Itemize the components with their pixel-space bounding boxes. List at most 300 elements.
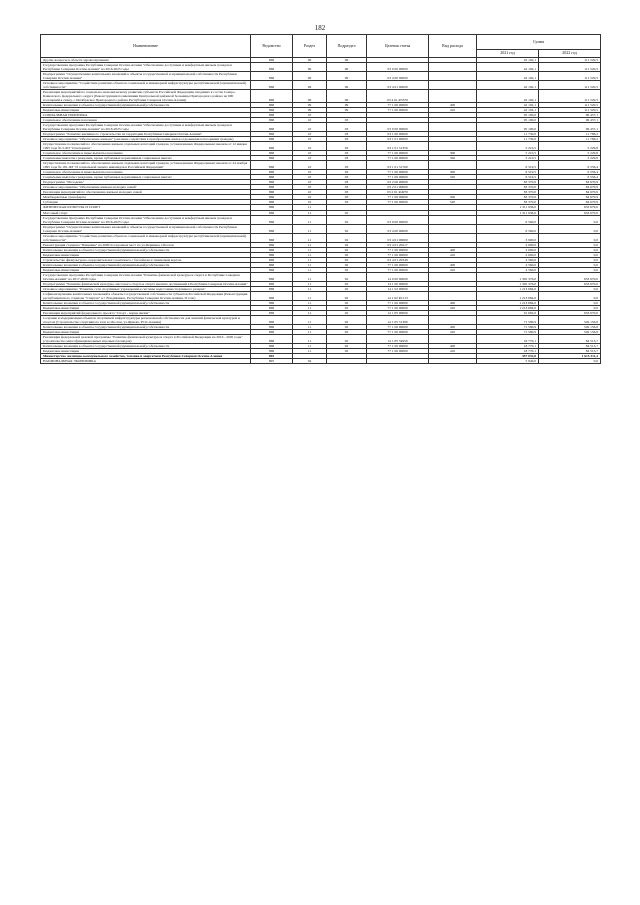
cell-name: Бюджетные инвестиции — [41, 329, 251, 334]
cell-razdel: 10 — [293, 151, 327, 156]
cell-target-article: 77 1 06 00000 — [367, 103, 429, 108]
cell-sum-2021: 71 580,9 — [477, 324, 539, 329]
cell-expense-type: 520 — [429, 200, 477, 205]
cell-vedomstvo: 868 — [251, 257, 293, 262]
cell-vedomstvo: 868 — [251, 315, 293, 324]
cell-target-article: 77 1 06 00000 — [367, 252, 429, 257]
cell-name: Социальное обеспечение и иные выплаты населению — [41, 170, 251, 175]
cell-target-article: 03 0 00 00000 — [367, 215, 429, 224]
cell-target-article: 03 2 00 00000 — [367, 180, 429, 185]
cell-target-article: 77 1 06 00000 — [367, 329, 429, 334]
cell-razdel: 09 — [293, 72, 327, 81]
cell-expense-type — [429, 63, 477, 72]
cell-razdel: 10 — [293, 137, 327, 142]
cell-sum-2021: 83 370,0 — [477, 195, 539, 200]
cell-razdel: 11 — [293, 281, 327, 286]
cell-name: Бюджетные инвестиции — [41, 108, 251, 113]
cell-sum-2021: 11 730,0 — [477, 137, 539, 142]
cell-name: Основное мероприятие "Развитие сети спортивных учреждений и системы подготовки спортивного резерва" — [41, 286, 251, 291]
cell-name: Капитальные вложения в объекты государственной (муниципальной) собственности — [41, 343, 251, 348]
cell-name: Софинансирование капитальных вложений в объекты государственной собственности субъектов Российской Федерации (Реконструкция республиканского стадиона "Спартак" в г. Владикавказ, Республика Северная Осетия-Алания, II этап) — [41, 291, 251, 300]
cell-sum-2022: 84 670,9 — [539, 195, 601, 200]
cell-name: Основное мероприятие "Содействие развитию объектов социальной и инженерной инфраструктуры республиканской (муниципальной) собственности" — [41, 233, 251, 242]
table-row — [41, 233, 601, 242]
cell-sum-2021: 2 000,0 — [477, 252, 539, 257]
cell-name: Реализация мероприятий федерального проекта "Спорт - норма жизни" — [41, 310, 251, 315]
cell-sum-2022: 633 679,0 — [539, 281, 601, 286]
cell-razdel: 11 — [293, 272, 327, 281]
cell-expense-type: 400 — [429, 247, 477, 252]
cell-sum-2021: 1 311 936,0 — [477, 205, 539, 210]
cell-podrazdel: 02 — [327, 305, 367, 310]
cell-sum-2022: 6 556,4 — [539, 170, 601, 175]
cell-sum-2022: 84 513,7 — [539, 334, 601, 343]
cell-podrazdel: 02 — [327, 247, 367, 252]
cell-razdel: 11 — [293, 262, 327, 267]
cell-sum-2022: 633 679,0 — [539, 210, 601, 215]
cell-sum-2022: 0,0 — [539, 358, 601, 363]
cell-name: Капитальные вложения в объекты государственной (муниципальной) собственности — [41, 247, 251, 252]
cell-sum-2022: 6 556,4 — [539, 161, 601, 170]
cell-name: Подпрограмма "Развитие физической культуры, массового спорта и спорта высших достижений в Республике Северная Осетия-Алания" — [41, 281, 251, 286]
cell-razdel: 11 — [293, 233, 327, 242]
table-row — [41, 123, 601, 132]
cell-target-article: 14 1 P5 00000 — [367, 310, 429, 315]
cell-sum-2022: 633 679,0 — [539, 310, 601, 315]
header-expense-type: Вид расхода — [429, 35, 477, 58]
cell-razdel: 09 — [293, 81, 327, 90]
cell-podrazdel: 02 — [327, 252, 367, 257]
cell-sum-2021: 18 770,1 — [477, 348, 539, 353]
cell-razdel: 11 — [293, 252, 327, 257]
cell-vedomstvo: 868 — [251, 300, 293, 305]
cell-name: Создание и модернизация объектов спортивной инфраструктуры региональной собственности для занятий физической культурой и спортом (Строительство спортивного зала в г.Беслан, ул.Фриева, РСО-Алания) — [41, 315, 251, 324]
cell-sum-2022: 96 457,1 — [539, 118, 601, 123]
cell-vedomstvo: 868 — [251, 262, 293, 267]
cell-vedomstvo: 868 — [251, 103, 293, 108]
cell-vedomstvo: 868 — [251, 348, 293, 353]
cell-target-article: 03 4 01 00000 — [367, 233, 429, 242]
cell-expense-type — [429, 123, 477, 132]
cell-podrazdel: 03 — [327, 137, 367, 142]
cell-target-article: 03 4 01 20348 — [367, 257, 429, 262]
cell-name: Субсидии — [41, 200, 251, 205]
cell-podrazdel: 02 — [327, 343, 367, 348]
cell-sum-2021: 4 560,0 — [477, 262, 539, 267]
cell-target-article: 77 1 06 00000 — [367, 247, 429, 252]
cell-expense-type — [429, 161, 477, 170]
cell-expense-type: 410 — [429, 108, 477, 113]
cell-name: Социальные выплаты гражданам, кроме публичных нормативных социальных выплат — [41, 156, 251, 161]
table-row — [41, 142, 601, 151]
cell-sum-2021: 42 192,1 — [477, 108, 539, 113]
cell-vedomstvo: 868 — [251, 108, 293, 113]
cell-sum-2022: 0,0 — [539, 291, 601, 300]
cell-sum-2022: 549 156,8 — [539, 324, 601, 329]
cell-name: Государственная программа Республики Северная Осетия-Алания "Обеспечение доступным и комфортным жильем граждан в Республике Северная Осетия-Алания" на 2016-2025 годы — [41, 215, 251, 224]
cell-sum-2021: 83 370,0 — [477, 200, 539, 205]
cell-razdel: 10 — [293, 113, 327, 118]
cell-podrazdel: 09 — [327, 103, 367, 108]
cell-vedomstvo: 868 — [251, 161, 293, 170]
cell-expense-type — [429, 358, 477, 363]
cell-razdel: 11 — [293, 205, 327, 210]
cell-target-article: 03 4 00 00000 — [367, 224, 429, 233]
header-target-article: Целевая статья — [367, 35, 429, 58]
cell-sum-2021: 83 370,0 — [477, 185, 539, 190]
cell-sum-2021: 95 100,0 — [477, 118, 539, 123]
cell-sum-2022: 111 520,5 — [539, 90, 601, 103]
cell-podrazdel: 02 — [327, 257, 367, 262]
cell-name: Министерство жилищно-коммунального хозяйства, топлива и энергетики Республики Северная Осетия-Алания — [41, 353, 251, 358]
cell-podrazdel — [327, 358, 367, 363]
header-razdel: Раздел — [293, 35, 327, 58]
cell-sum-2022: 0,0 — [539, 233, 601, 242]
cell-sum-2021: 42 192,1 — [477, 81, 539, 90]
cell-podrazdel: 09 — [327, 58, 367, 63]
cell-target-article: 03 1 01 51350 — [367, 142, 429, 151]
cell-sum-2022: 111 520,5 — [539, 63, 601, 72]
cell-razdel: 11 — [293, 334, 327, 343]
cell-vedomstvo: 868 — [251, 267, 293, 272]
cell-sum-2021: 1 213 684,0 — [477, 305, 539, 310]
cell-sum-2021: 2 000,0 — [477, 247, 539, 252]
cell-sum-2022: 111 520,5 — [539, 72, 601, 81]
cell-sum-2021: 95 100,0 — [477, 123, 539, 132]
cell-razdel: 10 — [293, 180, 327, 185]
cell-sum-2021: 83 370,0 — [477, 180, 539, 185]
cell-vedomstvo: 868 — [251, 286, 293, 291]
cell-vedomstvo: 868 — [251, 233, 293, 242]
cell-razdel: 11 — [293, 291, 327, 300]
cell-razdel: 09 — [293, 58, 327, 63]
cell-sum-2021: 71 580,9 — [477, 329, 539, 334]
cell-vedomstvo: 868 — [251, 151, 293, 156]
cell-vedomstvo: 868 — [251, 156, 293, 161]
cell-target-article: 14 1 P5 51390 — [367, 315, 429, 324]
cell-razdel: 11 — [293, 267, 327, 272]
cell-vedomstvo: 895 — [251, 353, 293, 358]
cell-expense-type: 400 — [429, 343, 477, 348]
cell-name: Массовый спорт — [41, 210, 251, 215]
cell-vedomstvo: 868 — [251, 281, 293, 286]
cell-target-article: 77 1 06 00000 — [367, 156, 429, 161]
cell-razdel: 11 — [293, 300, 327, 305]
cell-podrazdel: 09 — [327, 90, 367, 103]
cell-podrazdel: 03 — [327, 151, 367, 156]
cell-expense-type: 320 — [429, 175, 477, 180]
cell-vedomstvo: 868 — [251, 123, 293, 132]
cell-podrazdel: 03 — [327, 190, 367, 195]
cell-podrazdel: 03 — [327, 200, 367, 205]
cell-razdel: 11 — [293, 210, 327, 215]
cell-podrazdel: 02 — [327, 262, 367, 267]
cell-sum-2022: 6 556,4 — [539, 175, 601, 180]
cell-name: Социальное обеспечение и иные выплаты населению — [41, 151, 251, 156]
cell-sum-2022: 1 615 311,4 — [539, 353, 601, 358]
table-row — [41, 161, 601, 170]
cell-sum-2022: 0,0 — [539, 252, 601, 257]
cell-sum-2022: 84 670,9 — [539, 180, 601, 185]
cell-podrazdel: 03 — [327, 156, 367, 161]
cell-expense-type: 300 — [429, 151, 477, 156]
cell-podrazdel: 02 — [327, 267, 367, 272]
cell-vedomstvo: 868 — [251, 291, 293, 300]
cell-name: Подпрограмма "Развитие жилищного строительства на территории Республики Северная Осетия-Алания" — [41, 132, 251, 137]
cell-podrazdel: 02 — [327, 324, 367, 329]
cell-name: Государственная программа Республики Северная Осетия-Алания "Обеспечение доступным и комфортным жильем граждан в Республике Северная Осетия-Алания" на 2016-2025 годы — [41, 63, 251, 72]
cell-name: Подпрограмма "Осуществление капитальных вложений в объекты государственной и муниципальной собственности Республики Северная Осетия-Алания" — [41, 224, 251, 233]
cell-razdel: 11 — [293, 348, 327, 353]
cell-podrazdel: 09 — [327, 108, 367, 113]
header-year-2022: 2022 год — [539, 50, 601, 58]
cell-vedomstvo: 868 — [251, 90, 293, 103]
cell-name: Капитальные вложения в объекты государственной (муниципальной) собственности — [41, 324, 251, 329]
cell-vedomstvo: 868 — [251, 224, 293, 233]
cell-podrazdel: 02 — [327, 329, 367, 334]
table-row — [41, 291, 601, 300]
table-row — [41, 72, 601, 81]
cell-vedomstvo: 868 — [251, 324, 293, 329]
cell-target-article: 03 2 01 R4970 — [367, 190, 429, 195]
cell-expense-type: 410 — [429, 348, 477, 353]
table-row — [41, 224, 601, 233]
cell-sum-2021: 18 770,1 — [477, 334, 539, 343]
cell-razdel: 11 — [293, 343, 327, 348]
cell-target-article: 77 1 06 00000 — [367, 195, 429, 200]
cell-sum-2021: 1 305 376,0 — [477, 272, 539, 281]
cell-target-article: 77 1 06 00000 — [367, 200, 429, 205]
cell-target-article: 77 1 06 00000 — [367, 324, 429, 329]
cell-name: Подпрограмма "Осуществление капитальных вложений в объекты государственной и муниципальной собственности Республики Северная Осетия-Алания" — [41, 72, 251, 81]
cell-podrazdel: 03 — [327, 180, 367, 185]
cell-sum-2022: 111 520,5 — [539, 108, 601, 113]
cell-sum-2022: 5 229,8 — [539, 142, 601, 151]
header-vedomstvo: Ведомство — [251, 35, 293, 58]
cell-target-article: 03 4 01 R5376 — [367, 90, 429, 103]
cell-sum-2022: 5 229,8 — [539, 151, 601, 156]
cell-sum-2021: 5 940,0 — [477, 358, 539, 363]
cell-podrazdel: 02 — [327, 224, 367, 233]
cell-vedomstvo: 868 — [251, 142, 293, 151]
cell-razdel: 10 — [293, 200, 327, 205]
cell-razdel: 10 — [293, 190, 327, 195]
cell-vedomstvo: 868 — [251, 132, 293, 137]
cell-podrazdel: 09 — [327, 63, 367, 72]
cell-sum-2021: 42 192,1 — [477, 58, 539, 63]
cell-sum-2022: 549 156,8 — [539, 329, 601, 334]
cell-podrazdel: 09 — [327, 72, 367, 81]
cell-sum-2021: 42 192,1 — [477, 63, 539, 72]
cell-vedomstvo: 868 — [251, 195, 293, 200]
cell-sum-2021: 18 770,1 — [477, 343, 539, 348]
cell-vedomstvo: 868 — [251, 310, 293, 315]
cell-expense-type — [429, 142, 477, 151]
cell-razdel: 11 — [293, 215, 327, 224]
cell-expense-type: 400 — [429, 262, 477, 267]
cell-vedomstvo: 868 — [251, 205, 293, 210]
cell-sum-2021: 1 305 376,0 — [477, 281, 539, 286]
cell-name: Строительство физкультурно-оздоровительного комплекса с бассейном и теннисным кортом — [41, 257, 251, 262]
cell-razdel: 11 — [293, 310, 327, 315]
cell-sum-2022: 633 679,0 — [539, 205, 601, 210]
cell-name: Другие вопросы в области здравоохранения — [41, 58, 251, 63]
cell-razdel: 09 — [293, 108, 327, 113]
cell-sum-2021: 1 311 936,0 — [477, 210, 539, 215]
cell-razdel: 11 — [293, 247, 327, 252]
cell-sum-2021: 42 192,1 — [477, 103, 539, 108]
cell-name: Подпрограмма "Молодежь" — [41, 180, 251, 185]
cell-sum-2021: 1 213 684,0 — [477, 291, 539, 300]
cell-podrazdel: 03 — [327, 142, 367, 151]
cell-sum-2022: 0,0 — [539, 262, 601, 267]
cell-name: Бюджетные инвестиции — [41, 305, 251, 310]
cell-razdel: 10 — [293, 195, 327, 200]
cell-name: Реализация федеральной целевой программы "Развитие физической культуры и спорта в Российской Федерации на 2016 - 2020 годы" (строительство многофункциональных игровых площадок) — [41, 334, 251, 343]
cell-vedomstvo: 868 — [251, 210, 293, 215]
cell-target-article: 03 1 01 51760 — [367, 161, 429, 170]
cell-razdel: 09 — [293, 63, 327, 72]
cell-target-article: 77 1 06 00000 — [367, 170, 429, 175]
cell-podrazdel: 03 — [327, 132, 367, 137]
cell-vedomstvo: 868 — [251, 343, 293, 348]
cell-expense-type — [429, 215, 477, 224]
cell-razdel: 10 — [293, 170, 327, 175]
cell-vedomstvo: 868 — [251, 113, 293, 118]
cell-sum-2021: 3 900,0 — [477, 233, 539, 242]
cell-razdel: 11 — [293, 286, 327, 291]
cell-vedomstvo: 868 — [251, 272, 293, 281]
cell-expense-type: 400 — [429, 300, 477, 305]
cell-sum-2022: 111 520,5 — [539, 81, 601, 90]
cell-podrazdel: 02 — [327, 348, 367, 353]
cell-sum-2021: 4 560,0 — [477, 257, 539, 262]
cell-vedomstvo: 868 — [251, 215, 293, 224]
cell-sum-2021: 5 210,5 — [477, 142, 539, 151]
cell-sum-2021: 4 560,0 — [477, 267, 539, 272]
header-sum: Сумма — [477, 35, 601, 50]
cell-sum-2021: 6 560,0 — [477, 215, 539, 224]
cell-name: СОЦИАЛЬНАЯ ПОЛИТИКА — [41, 113, 251, 118]
cell-razdel: 09 — [293, 103, 327, 108]
budget-table — [40, 34, 601, 364]
cell-expense-type — [429, 334, 477, 343]
cell-sum-2022: 0,0 — [539, 267, 601, 272]
cell-expense-type — [429, 233, 477, 242]
cell-podrazdel: 02 — [327, 300, 367, 305]
cell-vedomstvo: 868 — [251, 185, 293, 190]
cell-razdel: 10 — [293, 123, 327, 132]
cell-vedomstvo: 895 — [251, 358, 293, 363]
table-row — [41, 90, 601, 103]
cell-sum-2022: 84 670,9 — [539, 200, 601, 205]
cell-sum-2022: 84 513,7 — [539, 348, 601, 353]
cell-sum-2021: 83 370,0 — [477, 190, 539, 195]
cell-name: ФИЗИЧЕСКАЯ КУЛЬТУРА И СПОРТ — [41, 205, 251, 210]
cell-podrazdel: 03 — [327, 161, 367, 170]
cell-vedomstvo: 868 — [251, 137, 293, 142]
cell-target-article: 77 1 06 00000 — [367, 175, 429, 180]
cell-name: Капитальные вложения в объекты государственной (муниципальной) собственности — [41, 300, 251, 305]
cell-sum-2022: 0,0 — [539, 305, 601, 310]
cell-razdel: 04 — [293, 358, 327, 363]
cell-vedomstvo: 868 — [251, 170, 293, 175]
cell-name: Реализация мероприятий по обеспечению жильем молодых семей — [41, 190, 251, 195]
cell-sum-2022: 84 670,9 — [539, 185, 601, 190]
cell-razdel: 10 — [293, 142, 327, 151]
cell-sum-2022: 96 457,1 — [539, 123, 601, 132]
cell-expense-type: 320 — [429, 156, 477, 161]
cell-vedomstvo: 868 — [251, 72, 293, 81]
cell-target-article: 77 1 06 00000 — [367, 305, 429, 310]
cell-expense-type — [429, 291, 477, 300]
cell-target-article: 03 1 00 00000 — [367, 132, 429, 137]
cell-vedomstvo: 868 — [251, 58, 293, 63]
cell-vedomstvo: 868 — [251, 180, 293, 185]
cell-sum-2022: 0,0 — [539, 215, 601, 224]
table-row — [41, 81, 601, 90]
cell-name: Реконструкция стадиона "Пищевик" на 2000 посадочных мест по ул.Першина, г.Беслан — [41, 242, 251, 247]
cell-razdel: 11 — [293, 324, 327, 329]
cell-name: Основное мероприятие "Обеспечение жильем" (оказание содействия в приобретении жилья отдельными категориями граждан) — [41, 137, 251, 142]
cell-target-article: 14 1 02 R1113 — [367, 291, 429, 300]
cell-target-article: 03 0 00 00000 — [367, 123, 429, 132]
cell-name: Реализация мероприятий по социально-экономическому развитию субъектов Российской Федерации, входящих в состав Северо-Кавказского федерального округа (Реконструкция поликлиники Центральной районной больницы Пригородного района на 600 посещений в смену, с.Октябрьское Пригородного района Республики Северная Осетия-Алания) — [41, 90, 251, 103]
cell-expense-type: 500 — [429, 195, 477, 200]
cell-target-article: 77 1 06 00000 — [367, 343, 429, 348]
header-name: Наименование — [41, 35, 251, 58]
cell-podrazdel: 03 — [327, 195, 367, 200]
cell-sum-2022: 111 520,5 — [539, 103, 601, 108]
cell-podrazdel: 03 — [327, 185, 367, 190]
header-year-2021: 2021 год — [477, 50, 539, 58]
cell-name: Капитальные вложения в объекты государственной (муниципальной) собственности — [41, 103, 251, 108]
cell-vedomstvo: 868 — [251, 252, 293, 257]
cell-target-article: 03 4 00 00000 — [367, 72, 429, 81]
cell-target-article: 14 1 P5 54950 — [367, 334, 429, 343]
cell-name: НАЦИОНАЛЬНАЯ ЭКОНОМИКА — [41, 358, 251, 363]
cell-sum-2021: 6 560,0 — [477, 224, 539, 233]
cell-razdel: 10 — [293, 132, 327, 137]
cell-name: Бюджетные инвестиции — [41, 252, 251, 257]
cell-razdel: 10 — [293, 118, 327, 123]
cell-vedomstvo: 868 — [251, 118, 293, 123]
cell-target-article: 77 1 06 00000 — [367, 151, 429, 156]
cell-vedomstvo: 868 — [251, 247, 293, 252]
cell-podrazdel: 03 — [327, 170, 367, 175]
cell-expense-type: 400 — [429, 324, 477, 329]
cell-razdel: 11 — [293, 242, 327, 247]
cell-vedomstvo: 868 — [251, 175, 293, 180]
cell-podrazdel: 02 — [327, 233, 367, 242]
table-row — [41, 334, 601, 343]
cell-sum-2021: 6 519,5 — [477, 170, 539, 175]
cell-sum-2022: 111 520,5 — [539, 58, 601, 63]
cell-target-article: 03 2 01 00000 — [367, 185, 429, 190]
cell-podrazdel: 02 — [327, 310, 367, 315]
cell-sum-2021: 42 192,1 — [477, 90, 539, 103]
cell-expense-type — [429, 315, 477, 324]
cell-target-article: 03 4 01 20217 — [367, 242, 429, 247]
cell-expense-type: 410 — [429, 305, 477, 310]
page-number: 182 — [314, 24, 326, 32]
cell-sum-2021: 91 692,0 — [477, 310, 539, 315]
cell-name: Государственная программа Республики Северная Осетия-Алания "Обеспечение доступным и комфортным жильем граждан в Республике Северная Осетия-Алания" на 2016-2025 годы — [41, 123, 251, 132]
table-row — [41, 272, 601, 281]
cell-name: Основное мероприятие "Содействие развитию объектов социальной и инженерной инфраструктуры республиканской (муниципальной) собственности" — [41, 81, 251, 90]
cell-sum-2022: 11 786,2 — [539, 132, 601, 137]
cell-sum-2021: 457 032,8 — [477, 353, 539, 358]
